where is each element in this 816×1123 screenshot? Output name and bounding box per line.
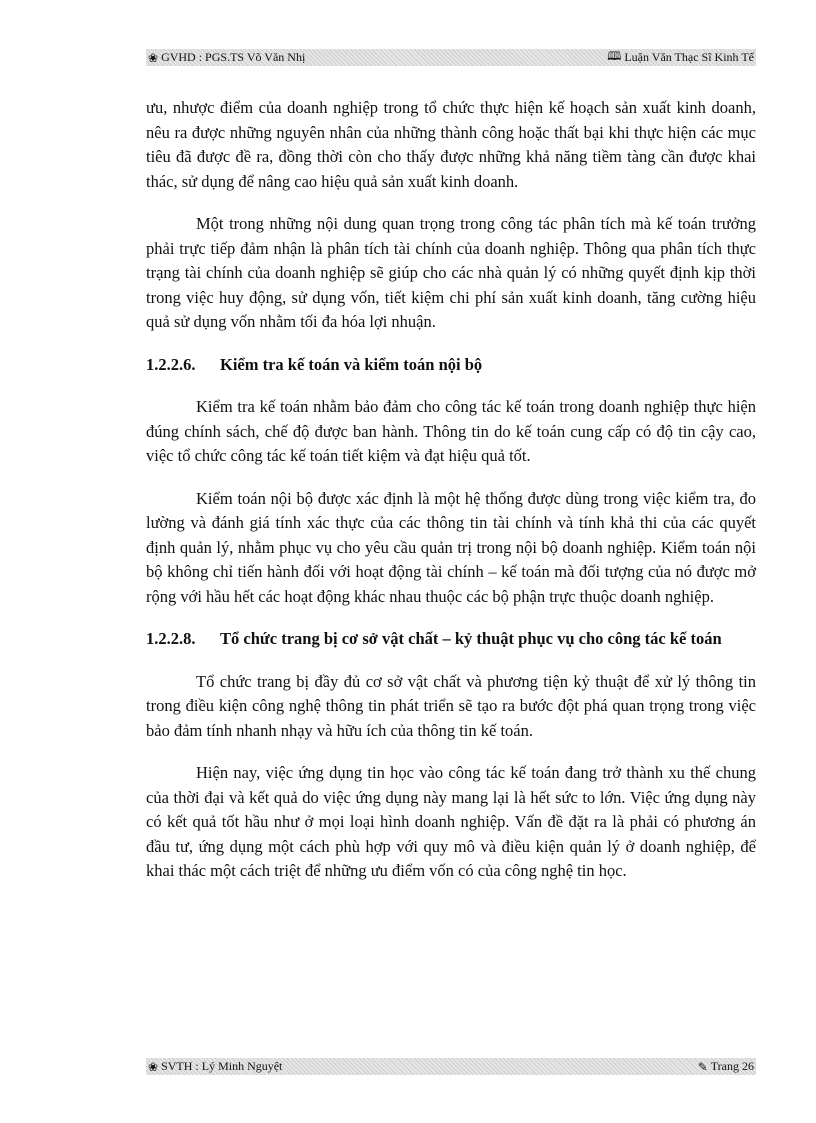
paragraph-4: Kiểm toán nội bộ được xác định là một hệ thống được dùng trong việc kiểm tra, đo lường và đánh giá tính xác thực của các thông tin tài chính và tính khả thi của các quyết định quản lý, nhằm phục vụ cho yêu cầu quản trị trong nội bộ doanh nghiệp. Kiểm toán nội bộ không chỉ tiến hành đối với hoạt động tài chính – kế toán mà đối tượng của nó được mở rộng với hầu hết các hoạt động khác nhau thuộc các bộ phận trực thuộc doanh nghiệp. [146, 488, 756, 606]
page-footer [146, 1058, 756, 1075]
header-right [607, 47, 754, 68]
header-left [148, 50, 305, 65]
paragraph-2: Một trong những nội dung quan trọng trong công tác phân tích mà kế toán trưởng phải trực tiếp đảm nhận là phân tích tài chính của doanh nghiệp. Thông qua phân tích thực trạng tài chính của doanh nghiệp sẽ giúp cho các nhà quản lý có những quyết định kịp thời trong việc huy động, sử dụng vốn, tiết kiệm chi phí sản xuất kinh doanh, tăng cường hiệu quả sử dụng vốn nhằm tối đa hóa lợi nhuận. [146, 214, 756, 331]
advisor-text: GVHD : PGS.TS Võ Văn Nhị [161, 50, 306, 64]
student-text: SVTH : Lý Minh Nguyệt [161, 1059, 283, 1073]
paragraph-1: ưu, nhược điểm của doanh nghiệp trong tổ chức thực hiện kế hoạch sản xuất kinh doanh, nêu ra được những nguyên nhân của những thành công hoặc thất bại khi thực hiện các mục tiêu đã được đề ra, đồng thời còn cho thấy được những khả năng tiềm tàng cần được khai thác, sử dụng để nâng cao hiệu quả sản xuất kinh doanh. [146, 98, 756, 191]
section-heading-1-2-2-6 [146, 353, 756, 378]
book-icon: 🕮 [607, 49, 622, 63]
footer-right [698, 1059, 754, 1074]
section-number: 1.2.2.6. [146, 354, 196, 374]
section-title: Tổ chức trang bị cơ sở vật chất – kỷ thuật phục vụ cho công tác kế toán [220, 629, 722, 648]
page-header [146, 49, 756, 66]
flower-icon: ❀ [148, 1059, 159, 1074]
page-body [146, 96, 756, 884]
section-title: Kiểm tra kế toán và kiểm toán nội bộ [220, 354, 483, 374]
paragraph-6: Hiện nay, việc ứng dụng tin học vào công tác kế toán đang trở thành xu thế chung của thời đại và kết quả do việc ứng dụng này mang lại là hết sức to lớn. Việc ứng dụng này có kết quả tốt hầu như ở mọi loại hình doanh nghiệp. Vấn đề đặt ra là phải có phương án đầu tư, ứng dụng một cách phù hợp với quy mô và điều kiện quản lý ở doanh nghiệp, để khai thác một cách triệt để những ưu điểm vốn có của công nghệ tin học. [146, 763, 756, 880]
footer-left [148, 1059, 282, 1074]
pen-icon: ✎ [697, 1059, 708, 1074]
section-heading-1-2-2-8 [146, 627, 756, 652]
paragraph-3: Kiểm tra kế toán nhằm bảo đảm cho công tác kế toán trong doanh nghiệp thực hiện đúng chính sách, chế độ được ban hành. Thông tin do kế toán cung cấp có độ tin cậy cao, việc tổ chức công tác kế toán tiết kiệm và đạt hiệu quả tốt. [146, 397, 756, 465]
thesis-title-text: Luận Văn Thạc Sĩ Kinh Tế [624, 50, 754, 64]
paragraph-5: Tổ chức trang bị đầy đủ cơ sở vật chất và phương tiện kỷ thuật để xử lý thông tin trong điều kiện công nghệ thông tin phát triển sẽ tạo ra bước đột phá quan trọng trong việc bảo đảm tính nhanh nhạy và hữu ích của thông tin kế toán. [146, 671, 756, 740]
section-number: 1.2.2.8. [146, 629, 196, 648]
page-number-text: Trang 26 [710, 1059, 754, 1073]
flower-icon: ❀ [148, 50, 159, 65]
